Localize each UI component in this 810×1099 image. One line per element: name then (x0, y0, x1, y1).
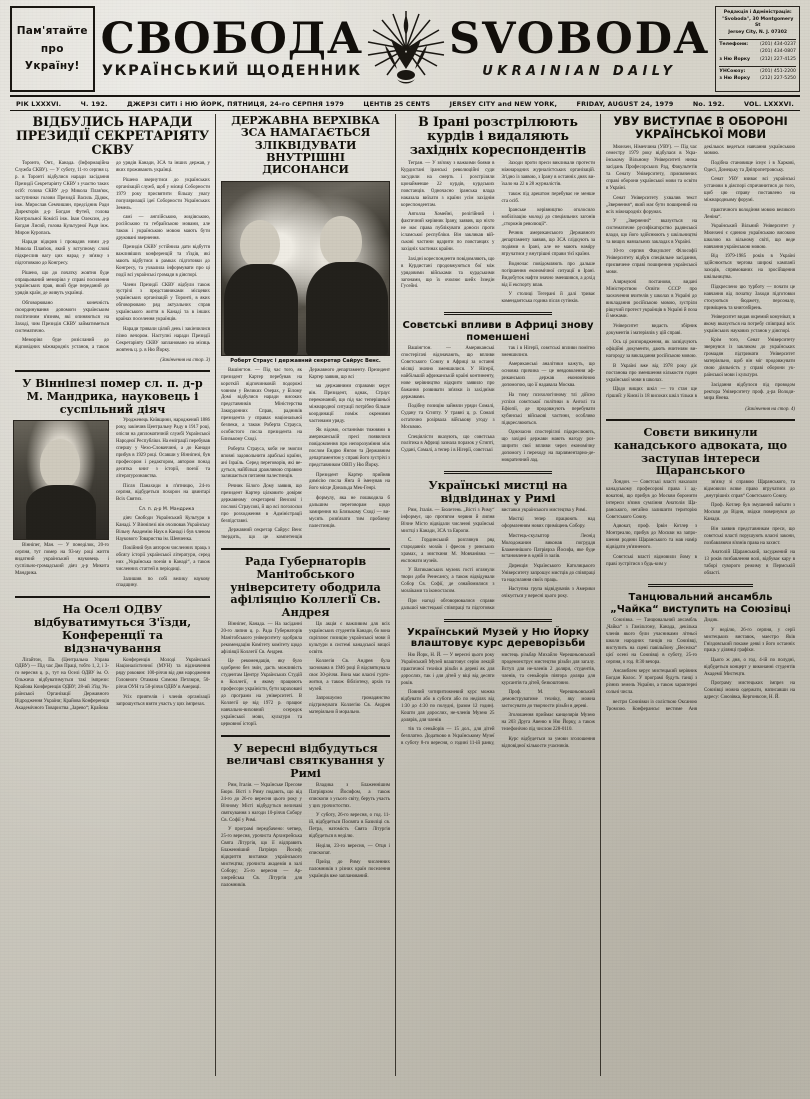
article-text-block (15, 658, 210, 714)
portrait-caption: Сл. п. д-р М. Мандрика (138, 506, 195, 512)
headline-uvu-defends-ukrainian-language: УВУ ВИСТУПАЄ В ОБОРОНІ УКРАЇНСЬКОЇ МОВИ (613, 114, 788, 141)
remember-line-3: Україну! (24, 60, 80, 73)
continued-note: (Закінчення на стор. 3) (160, 358, 210, 364)
column-3 (395, 114, 600, 1076)
paragraph: Подібну позицію зайняли уряди Сомалі, Судану та Єгипту. У травні ц. р. Сомалі остаточно розірвала військову угоду з Москвою. (401, 404, 495, 431)
article-body-st-andrew (221, 622, 390, 729)
article-body-artists-rome (401, 508, 595, 613)
paragraph: Союзівка. — Танцювальний ансамбль „Чайка“ з Гамільтону, Канада, декілька членів якого були учасниками літньої школи народних танців на Союзівці, виступить на сцені павільйону „Веселка“ цієї осені на Союзівці в суботу, 25-го серпня, о год. 8:30 вечора. (606, 618, 697, 665)
paragraph: Іранське керівництво оголосило мобілізацію молоді до спеціяльних загонів „сторожів революції“. (501, 208, 595, 227)
dateline-place-english: JERSEY CITY and NEW YORK, (449, 99, 558, 108)
article-text-block (15, 418, 210, 590)
contact-phone-value: (212) 227-4125 (760, 56, 796, 62)
contact-head-line-1: Редакція і Адміністрація: (723, 10, 792, 15)
paragraph: На тому психологічному тлі дійсно успіхи совєтської політики в Анголі та Ефіопії, де продовжують перебувати кубинські військові частини, особливо підкреслюються. (501, 392, 595, 426)
paragraph: Анатолій Щаранський, засуджений на 13 років позбавлення волі, відбуває кару в таборі суворого режиму в Пермській області. (704, 550, 795, 577)
headline-iran-kurds: В Ірані розстрілюють курдів і видаляють західніх кореспондентів (409, 114, 587, 158)
paragraph: Совєтські власті відмовили йому в праві зустрітися з будь-ким у (606, 554, 697, 567)
paragraph: Покійний був автором численних праць з обсягу історії української літератури, серед них „Українська поезія в Канаді“, а також численних статтей в періодиці. (116, 546, 210, 573)
paragraph: Конференція Молоді Української Націоналістичної (МУН) та відзначення ряду роковин: 100-річчя від дня народження Головного Отамана Симона Петлюри, 50-річчя ОУН та 50-річчя ОДВУ в Америці. (116, 657, 210, 691)
paragraph: Зголошення приймає канцелярія Музею на 203 Друга Авеню в Ню Йорку, а також телефонічно під числом 228-0110. (501, 713, 595, 733)
headline-soviet-africa: Совєтські впливи в Африці знову поменшені (402, 320, 594, 343)
paragraph: Американські аналітики кажуть, що основна причина — це невдоволення африканських держав економічною допомогою, що її надавала Москва. (501, 362, 595, 389)
paragraph: При нагоді обговорювалися справи дальшої мистецької співпраці та підготовки виставки українського мистецтва у Римі. (401, 507, 587, 611)
contact-phone-label: Телефони: (719, 41, 749, 47)
mandryka-portrait-photo (13, 420, 109, 540)
contact-phone-value: (201) 434-0807 (760, 49, 796, 55)
paragraph: Ця акція є важливим для всіх українських студентів Канади, бо вона скріплює позицію української мови й культури в системі канадської вищої освіти. (309, 621, 390, 655)
paragraph: Коллегія Св. Андрея була заснована в 1946 році й відсвяткувала своє 30-річчя. Вона має власні гуртожитки, а також бібліотеку, архів та музей. (309, 659, 390, 692)
paragraph: Члени Президії СКВУ відбули також зустрічі з представниками місцевих українських організацій у Торонті, в яких обговорювано ряд актуальних справ українського життя в Канаді та в інших країнах поселення українців. (116, 282, 210, 323)
paragraph: ма державними справами керує він. Президент, однак, Страус переконаний, що під час теперішньої міжнародної ситуації потрібно більше координації поміж окремими частинами уряду. (309, 384, 390, 424)
dateline-bottom-rule (10, 110, 800, 111)
unsoyuz-phone-value: (201) 451-2200 (760, 68, 796, 74)
paragraph: Мюнхен, Німеччина (УВУ). — Під час семестру 1979 року відбулася в Українському Вільному Університеті низка засідань Професорських Рад, Факультетів та Сенату Університету, присвячених справі оборони української мови та освіти в Україні. (606, 144, 697, 192)
paragraph: Спеціялісти вказують, що совєтська політика в Африці зазнала поразок у Єгипті, Судані, Сомалі, а тепер і в Нігерії, совєтські (401, 434, 495, 454)
dateline-price: ЦЕНТІВ 25 CENTS (363, 99, 431, 108)
dateline-bar (10, 97, 800, 110)
paragraph: Вашінгтон. — Під час того, як президент Картер перебував на короткій відпочинковій подорожі човном у Великих Озерах, у Білому Домі відбулися наради високих представників Міністерства Закордонних Справ, радників президента у справах національної безпеки, а також Роберта Страуса, особистого посла президента на Близькому Сході. (221, 367, 302, 443)
paragraph: Як відомо, останніми тижнями в американській пресі появилися повідомлення про непорозуміння між послом Ендрю Янґом та Державним департаментом у справі його зустрічі з представником ОВП у Ню Йорку. (309, 428, 390, 469)
paragraph: Роберта Страуса, коби не змогли вповні задовольнити арабські країни, ані Ізраїль. Серед переговорів, які ведуться, найбільш дражливою справою залишається питання палестинців. (221, 446, 302, 480)
contact-head-line-3: Jersey City, N. J. 07302 (728, 29, 788, 35)
paragraph: Неділя, 23-го вересня, — Отця і єпископат. (309, 843, 390, 856)
article-text-block (606, 480, 795, 578)
article-columns (10, 114, 800, 1076)
unsoyuz-phone-label: УНСоюзу: (719, 68, 746, 74)
masthead-logo-block (101, 6, 710, 92)
paragraph: Водночас повідомляють про дальше погіршення економічної ситуації в Ірані. Видобуток нафти значно зменшився, а дохід від її експорту впав. (501, 261, 595, 288)
article-text-block (401, 161, 595, 306)
double-rule-divider (444, 471, 553, 474)
paragraph: Державний секретар Сайрус Венс твердить, що це компетенція Державного департаменту. Президент Картер заявив, що всі (221, 367, 390, 541)
paragraph: Сенат Університету ухвалив текст „Звернення“, який має бути поширений на всіх міжнародніх форумах. (606, 195, 697, 215)
headline-sharansky-lawyer-expelled: Совєти викинули канадського адвоката, що заступав інтереси Щаранського (613, 425, 788, 478)
paragraph: Усіх приятелів і членів організації запрошується взяти участь у цих імпрезах. (116, 694, 210, 707)
remember-line-2: про (40, 42, 64, 55)
paragraph: Президент Картер прийняв димісію посла Янґа й іменував на його місце Дональда Мек-Генрі. (309, 472, 390, 492)
paragraph: Торонто, Онт., Канада. (Інформаційна Служба СКВУ). — У суботу, 11-го серпня ц. р. в Торонті відбулися наради засідання Президії Секретаріяту СКВУ з участю таких осіб: голова СКВУ д-р Микола Плав'юк, заступники голови Президії Василь Дідюк, інж. Мирослав Семчишин, предсідник Ради Директорів д-р Богдан Футей, голова Контрольної Комісії інж. Іван Олексин, д-р Богдан Лисий, голова Культурної Ради інж. Мирон Куропась. (15, 161, 109, 236)
paragraph: самі — англійською, жидівською, російською та гебрайською мовами, але також і українською мовою мають бути друковані звернення. (116, 214, 210, 241)
paragraph: Наради тривали цілий день і закінчилися пізно вечором. Наступні наради Президії Секретаріяту СКВУ заплановано на місяць жовтень ц. р. в Ню Йорку. (116, 326, 210, 353)
paragraph: Рішено, що до початку жовтня буде опрацьований меморіял у справі посилення українських прав, який буде переданий до урядів країн, де живуть українці. (15, 270, 109, 297)
article-text-block (606, 145, 795, 414)
paragraph: Повний чотиритижневий курс можна відбувати або в суботи або по неділях від 1:30 до 4:30 по полудні, (разом 12 годин). Кошти для дорослих, не-членів Музею 25 долярів, для членів (401, 690, 495, 723)
dateline-date-english: FRIDAY, AUGUST 24, 1979 (576, 99, 674, 108)
headline-chaika-dance-ensemble: Танцювальний ансамбль „Чайка“ виступить на Союзівці (610, 592, 791, 615)
article-text-block (401, 346, 595, 465)
paragraph: зв'язку зі справою Щаранського, та відмовили всяке право втручатися до „внутрішніх справ“ Совєтського Союзу. (704, 480, 795, 499)
paragraph: 10-го серпня Факультет Філософії Університету відбув спеціяльне засідання, присвячене справі поширення української мови. (606, 249, 697, 276)
paragraph: Щодо вищих шкіл — то стан ще гірший: у Києві із 18 високих шкіл тільки в декількох ведеться навчання українською мовою. (606, 144, 795, 399)
paragraph: У суботу, 26-го вересня, о год. 11-ій, відбудеться Посвята в Базиліці св. Петра, натомість Свята Літургія відбудеться в неділю. (309, 813, 390, 840)
headline-mandryka-obituary: У Вінніпезі помер сл. п. д-р М. Мандрика, науковець і суспільний діяч (22, 376, 203, 416)
paragraph: Одночасно спостерігачі підкреслюють, що західні держави мають нагоду розширити свої впливи через економічну допомогу і переходу на парляментарно-демократичний лад. (501, 430, 595, 463)
headline-odvu-conferences: На Оселі ОДВУ відбуватимуться З'їзди, Конференції та відзначування (33, 602, 192, 655)
paragraph: Крім того, Сенат Університету звернувся із закликом до українських громадян підтримати Університет матеріяльно, щоб він міг продовжувати свою діяльність у справі оборони української мови і культури. (704, 338, 795, 379)
unsoyuz-phone-row (719, 69, 796, 76)
contact-phone-row (719, 49, 796, 56)
paragraph: Це рекомендація, яку було одобрено без змін, дасть можливість студентам Центру Українських Студій в Коллегії, в якому працюють професори україністи, бути зараховані до програми на університеті. В Коллегії це від 1972 р. працює навчально-виховний осередок української мови, культури та церковної історії. (221, 659, 302, 727)
headline-skvu-presidium: ВІДБУЛИСЬ НАРАДИ ПРЕЗИДІЇ СЕКРЕТАРІЯТУ СКВУ (15, 114, 210, 158)
paragraph: С. Гординський розглянув ряд стародавніх мозаїк і фресок у римських храмах, а мисткиня М. Мовчанівна — експонати музеїв. (401, 538, 495, 564)
article-body-museum (401, 653, 595, 751)
continued-note: (Закінчення на стор. 4) (745, 406, 795, 412)
paragraph: Вашінгтон. — Американські спостерігачі відзначають, що впливи Совєтського Союзу в Африці за останні місяці значно зменшилися. У Нігерії, найбільшій африканській країні континенту, нове керівництво відкрито заявило про бажання розвивати зв'язки із західніми державами. (401, 346, 495, 400)
paragraph: Український Вільний Університет у Мюнхені є єдиною українською високою школою на вільному світі, що веде навчання українською мовою. (704, 224, 795, 250)
ukrainian-trident-eagle-emblem (363, 9, 449, 89)
photo-person-body (224, 264, 298, 356)
paragraph: формулу, яка не пошкодила б дальшим переговорам щодо замирення на Близькому Сході — вимусять розв'язати тим проблему палестинців. (309, 495, 390, 529)
paragraph: Ось ці розпорядження, як засвідчують офіційні документи, дають вчителям винагороду за викладання російською мовою. (606, 340, 697, 360)
section-divider (221, 548, 390, 550)
photo-figures (222, 182, 389, 355)
paragraph: вестри Союзівки із солісткою Оксаною Тромсою. Конферансьє вестиме Аня Дидик. (606, 618, 719, 712)
remember-ukraine-box (10, 6, 95, 92)
paragraph: Мистці тепер працюють над оформленням нових приміщень Собору. (501, 517, 595, 530)
remember-line-1: Пам'ятайте (16, 25, 88, 38)
portrait-body-shape (26, 485, 96, 540)
article-text-block (606, 618, 795, 713)
paragraph: Тегран. — У зв'язку з важкими боями в Курдистані іранські революційні суди засудили на смерть і розстріляли щонайменше 22 курдів, курдських повстанців. Одночасно іранська влада наказала виїхати з країни усім західнім кореспондентам. (401, 161, 495, 208)
paragraph: Цього ж дня, о год. 4-ій по полудні, відбудеться концерт у виконанні студентів Академії Мистецтв. (704, 657, 795, 677)
double-rule-divider (444, 312, 553, 315)
double-rule-divider (648, 584, 754, 587)
dateline-year-english: VOL. LXXXVI. (743, 99, 794, 108)
article-body-skvu (15, 161, 210, 364)
paragraph: діяч Свободи Український Культури в Канаді. У Вінніпезі він очолював Українську Вільну Академію Наук в Канаді і був членом Наукового Товариства ім. Шевченка. (116, 515, 210, 542)
article-body-us-government (221, 368, 390, 542)
paragraph: Західні кореспонденти повідомляють, що в Курдистані продовжуються бої між урядовими військами та курдськими загонами, що їх очолює шейх Іззедін Гусейні. (401, 256, 495, 290)
paragraph: Запрошуємо громадянство підтримувати Коллегію Св. Андрея матеріяльно й морально. (309, 696, 390, 716)
paragraph: Заходи проти преси викликали протести міжнародних журналістських організацій. Згідно із заявою, з Ірану в останніх днях виїхало на 22 в 28 журналістів. (501, 161, 595, 188)
section-divider (221, 735, 390, 737)
article-text-block (221, 783, 390, 890)
dateline-issue-english: No. 192. (692, 99, 725, 108)
paragraph: Речник Білого Дому заявив, що президент Картер цілковито довіряє державному секретареві Венсові і послові Страусові, й що всі поголоски про розходження в Адміністрації безпідставні. (221, 483, 302, 524)
contact-phone-row (719, 42, 796, 49)
paragraph: тів та сеньйорів — 15 дол., для дітей безплатно. Додатково в Українському Музеї в суботу 8-го вересня, о годині 11-ій ранку, мистець різьбар Михайло Черешньовський продемонструє мистецтво різьби для загалу. Вступ для не-членів 2 доляри, студентів, членів, та сеньйорів півтора доляра для курсантів та дітей, безкоштовно. (401, 652, 595, 747)
paragraph: Подібна становище існує і в Харкові, Одесі, Донецьку та Дніпропетровську. (704, 160, 795, 173)
section-divider (15, 596, 210, 598)
article-text-block (15, 161, 210, 364)
paragraph: Аятолла Хомейні, релігійний і фактичний керівник Ірану, заявив, що ніхто не має права публікувати доноси проти ісламської республіки. Він закликав військові частини вдарити по повстанцях у західніх частинах країни. (401, 212, 495, 253)
headline-manitoba-st-andrew: Рада Губернаторів Манітобського університету ободрила афіліяцію Коллегії Св. Андрея (230, 554, 381, 620)
paragraph: Алярмуючі постанови, видані Міністерством Освіти СССР про заохочення вчителів у школах в Україні до викладання російською мовою, зустріли рішучий протест українців в Україні й поза її межами. (606, 279, 697, 320)
unsoyuz-phone-label: з Ню Йорку (719, 76, 751, 82)
article-body-odvu (15, 658, 210, 714)
paragraph: Рим, Італія. — Українське Пресове Бюро. Вісті з Риму подають, що від 24-го до 26-го вересня цього року у Вічному Місті відбудуться величаві святкування з нагоди 10-річчя Собору Св. Софії у Римі. (221, 782, 302, 823)
paragraph: Лондон. — Совєтські власті наказали канадському професорові права і адвокатові, що прибув до Москви боронити інтереси в'язня сумління Анатолія Щаранського, негайно залишити територію Совєтського Союзу. (606, 480, 697, 520)
paragraph: Університет видав окремий комунікат, в якому вказується на потребу співпраці всіх українських наукових установ у діяспорі. (704, 315, 795, 334)
dateline-issue-cyrillic: Ч. 192. (80, 99, 108, 108)
paragraph: Меморіял буде розісланий до відповідних міжнародніх установ, а також до урядів Канади, ЗСА та інших держав, у яких проживають українці. (15, 161, 210, 351)
newspaper-subtitle-latin: UKRAINIAN DAILY (482, 63, 677, 79)
headline-rome-celebrations: У вересні відбудуться величаві святкування у Римі (226, 740, 385, 781)
paragraph: Дирекція Українського Католицького Університету запрошує мистців до співпраці та надсилання своїх праць. (501, 563, 595, 583)
paragraph: Курс відбудеться за умови зголошення відповідної кількости учасників. (501, 736, 595, 749)
article-body-uvu (606, 145, 795, 414)
paragraph: Лігайтон, Па. (Центральна Управа ОДВУ) — Під час Дня Праці, тобто 1, 2, і 3-го вересня ц. р., тут на Оселі ОДВУ ім. О. Ольжича відбуватимуться такі імпрези: Крайова Конференція ОДВУ; 28-ий З'їзд Української Організації Державного Відродження України; Крайова Конференція Академічного Товариства „Зарево“; Крайова (15, 657, 109, 712)
paragraph: Приїзд до Риму численних паломників з різних країн поселення українців вже запланований. (309, 860, 390, 879)
paragraph: Університет видасть збірник документів і матеріялів у цій справі. (606, 323, 697, 336)
paragraph: Засідання відбулося під проводом ректора Університету проф. д-ра Володимира Янева. (704, 382, 795, 402)
article-text-block (401, 653, 595, 751)
paragraph: так і в Нігерії, совєтські впливи помітно зменшилися. (501, 346, 595, 359)
headline-us-government-dissonance: ДЕРЖАВНА ВЕРХІВКА ЗСА НАМАГАЄТЬСЯ ЗЛІКВІДУВАТИ ВНУТРІШНІ ДИСОНАНСИ (231, 114, 380, 177)
paragraph: Наступна група відвідувачів з Америки очікується у вересні цього року. (501, 587, 595, 600)
article-body-sharansky (606, 480, 795, 578)
newspaper-subtitle-cyrillic: УКРАЇНСЬКИЙ ЩОДЕННИК (101, 63, 362, 80)
column-2 (215, 114, 395, 1076)
paragraph: Він заявив представникам преси, що совєтські власті порушують власні закони, позбавляючи в'язнів права на захист. (704, 526, 795, 546)
editorial-contact-box (715, 6, 800, 92)
paragraph: Вінніпег, Канада. — На засіданні 20-го липня ц. р. Рада Губернаторів Манітобського університету одобрила рекомендацію Комітету комітету щодо афіліяції Коллегії Св. Андрея. (221, 621, 302, 655)
paragraph: Після Панахиди в п'ятницю, 24-го серпня, відбудеться похорон на цвинтарі Всіх Святих. (116, 483, 210, 503)
paragraph: Владика з Блаженнішим Патріярхом Йосифом, а також єпископи з усього світу, беруть участь у цих урочистостях. (309, 782, 390, 809)
photo-caption-strauss-vance: Роберт Страус і державний секретар Сайрус Венс. (230, 357, 381, 364)
newspaper-title-latin: SVOBODA (449, 14, 710, 65)
article-body-rome (221, 783, 390, 890)
paragraph: Підкреслено цю турботу — почати це навчання від початку Заходи підготовки стосуються бюджету, персоналу, приміщень та книгозбірень. (704, 284, 795, 311)
headline-ukrainian-artists-rome: Українські мистці на відвідинах у Римі (428, 478, 568, 505)
column-4 (600, 114, 800, 1076)
strauss-and-vance-photo (221, 181, 390, 356)
article-text-block (221, 622, 390, 729)
contact-head-line-2: "Svoboda", 30 Montgomery St (722, 16, 794, 29)
contact-divider (719, 39, 796, 40)
contact-phone-row (719, 57, 796, 64)
column-1 (10, 114, 215, 1076)
paragraph: У програмі передбачено: четвер, 25-го вересня, урочиста Архиєрейська Свята Літургія, що її відправить Блаженніший Патріярх Йосиф; відкриття виставки українського мистецтва; урочиста академія в залі Собору; 25-го вересня — Архиєрейська Св. Літургія для паломників. (221, 827, 302, 888)
paragraph: Уродженець Київщини, народжений 1886 року, закінчив Центральну Раду в 1917 році, опісля на дипломатичній службі Української Народної Республіки. На еміграції перебував спершу у Чехо-Словаччині, а до Канади прибув в 1929 році. Осавши у Вінніпезі, був професором і редактором, автором понад десятка книг з історії, поезії та літературознавства. (116, 418, 210, 480)
dateline-place-cyrillic: ДЖЕРЗІ СИТІ і НЮ ЙОРК, ПЯТНИЦЯ, 24-го СЕРПНЯ 1979 (126, 99, 345, 108)
article-body-mandryka (15, 418, 210, 590)
paragraph: Речник американського Державного департаменту заявив, що ЗСА слідкують за подіями в Ірані, але не мають наміру втручатися у внутрішні справи тієї країни. (501, 231, 595, 258)
masthead (10, 6, 800, 92)
dateline-year-cyrillic: РІК LXXXVI. (16, 99, 62, 108)
paragraph: Вінніпег, Ман. — У понеділок, 20-го серпня, тут помер на 93-му році життя видатний український науковець і суспільно-громадський діяч д-р Микита Мандрика. (15, 543, 109, 577)
paragraph: Рим, Італія. — Бюлетень „Вісті з Риму“ інформує, що протягом червня й липня Вічне Місто відвідали численні українські мистці з Канади, ЗСА та Европи. (401, 507, 495, 534)
paragraph: Мистець-скульптор Леонід Молодожанин виконав погруддя Блаженнішого Патріярха Йосифа, яке буде встановлене в одній із залів. (501, 533, 595, 560)
photo-person-body (306, 262, 388, 356)
paragraph: У неділю, 26-го серпня, у серії мистецьких виставок, маестро Яків Гніздовський покаже деякі з його останніх праць у ділянці графіки. (704, 627, 795, 654)
article-text-block (401, 508, 595, 613)
paragraph: Проф. М. Черешньовський демонструватиме техніку, яку можна застосувати до творчости різьби в дереві. (501, 690, 595, 709)
masthead-cyrillic-title-block (100, 13, 364, 80)
contact-phone-value: (201) 434-0237 (760, 41, 796, 47)
paragraph: Ню Йорк, Н. Й. — У вересні цього року Український Музей влаштовує серію лекцій практичної техніки різьби в дереві як для дорослих, так і для дітей у віці від десяти років. (401, 652, 495, 686)
paragraph: Наради відкрив і провадив ними д-р Микола Плав'юк, який у вступному слові підкреслив вагу цих нарад у зв'язку з підготовкою до Конгресу. (15, 240, 109, 267)
paragraph: також під арештом перебуває не менше ста осіб. (501, 191, 595, 204)
article-body-iran (401, 161, 595, 306)
paragraph: Сенат УВУ взиває всі українські установи в діяспорі спричинитися до того, щоб цю справу поставлено на міжнародньому форумі. (704, 177, 795, 204)
portrait-head-shape (40, 439, 80, 489)
paragraph: Обговорювано конечність скоординування допомоги українським політичним в'язням, які опиняються на Заході, чим Президія СКВУ займатиметься систематично. (15, 300, 109, 334)
unsoyuz-phone-value: (212) 227-5250 (760, 76, 796, 82)
paragraph: Програму мистецьких імпрез на Союзівці можна одержати, написавши на адресу: Союзівка, Кергонксон, Н. Й. (704, 681, 795, 701)
paragraph: Рішено звернутися до українських організацій служб, щоб у місяці Соборности 1979 року присвятити більшу увагу популяризації ідеї Соборности Українських Земель. (116, 177, 210, 211)
section-divider (15, 370, 210, 372)
paragraph: Залишив по собі велику наукову спадщину. (116, 576, 210, 589)
photo-person-head (240, 220, 280, 268)
article-body-chaika (606, 618, 795, 713)
section-divider (606, 419, 795, 421)
unsoyuz-phone-row (719, 76, 796, 83)
article-body-africa (401, 346, 595, 465)
paragraph: Ансамблем керує мистецький керівник Богдан Колос. У програмі будуть танці з різних земель України, а також характерні сольні числа. (606, 669, 697, 696)
newspaper-title-cyrillic: СВОБОДА (100, 13, 364, 64)
paragraph: Проф. Котлер був змушений виїхати з Москви до Відня, звідки повернувся до Канади. (704, 503, 795, 523)
contact-phone-label: з Ню Йорку (719, 56, 751, 62)
contact-divider (719, 66, 796, 67)
headline-ukrainian-museum-woodcarving: Український Музей у Ню Йорку влаштовує курс дереворізьби (406, 626, 590, 650)
paragraph: У „Зверненні“ вказується на систематичне русифікаторство радянської влади, що його здійснюють у шкільництві та вищих навчальних закладах в Україні. (606, 219, 697, 245)
photo-person-head (320, 216, 362, 266)
paragraph: практичного володіння мовою великого Леніна“. (704, 207, 795, 220)
double-rule-divider (444, 619, 553, 622)
paragraph: Президія СКВУ устійнила дати відбуття важливіших конференцій та з'їздів, які мають відбутися в рамках підготовки до Конгресу, та ухвалила інформувати про ці події всі українські громади в діяспорі. (116, 245, 210, 279)
paragraph: Від 1979-1985 років в Україні здійснюється чергова широкі кампанії заходів, спрямованих на зросійщення шкільництва. (704, 254, 795, 281)
paragraph: В Україні вже від 1978 року діє постанова про зменшення кількости годин української мови в школах. (606, 363, 697, 383)
paragraph: У Ватиканських музеях гості оглянули твори доби Ренесансу, а також відвідували Собор Св. Софії, де ознайомилися з мозаїками та іконостасом. (401, 568, 495, 595)
masthead-latin-title-block (449, 14, 710, 79)
paragraph: Адвокат, проф. Ірвін Котлер з Монтреалю, прибув до Москви на запрошення родини Щаранського та мав намір відвідати ув'язненого. (606, 524, 697, 551)
article-text-block (221, 368, 390, 542)
photo-figures (14, 421, 108, 539)
paragraph: У столиці Тегерані й далі триває комендантська година після сутінків. (501, 291, 595, 304)
